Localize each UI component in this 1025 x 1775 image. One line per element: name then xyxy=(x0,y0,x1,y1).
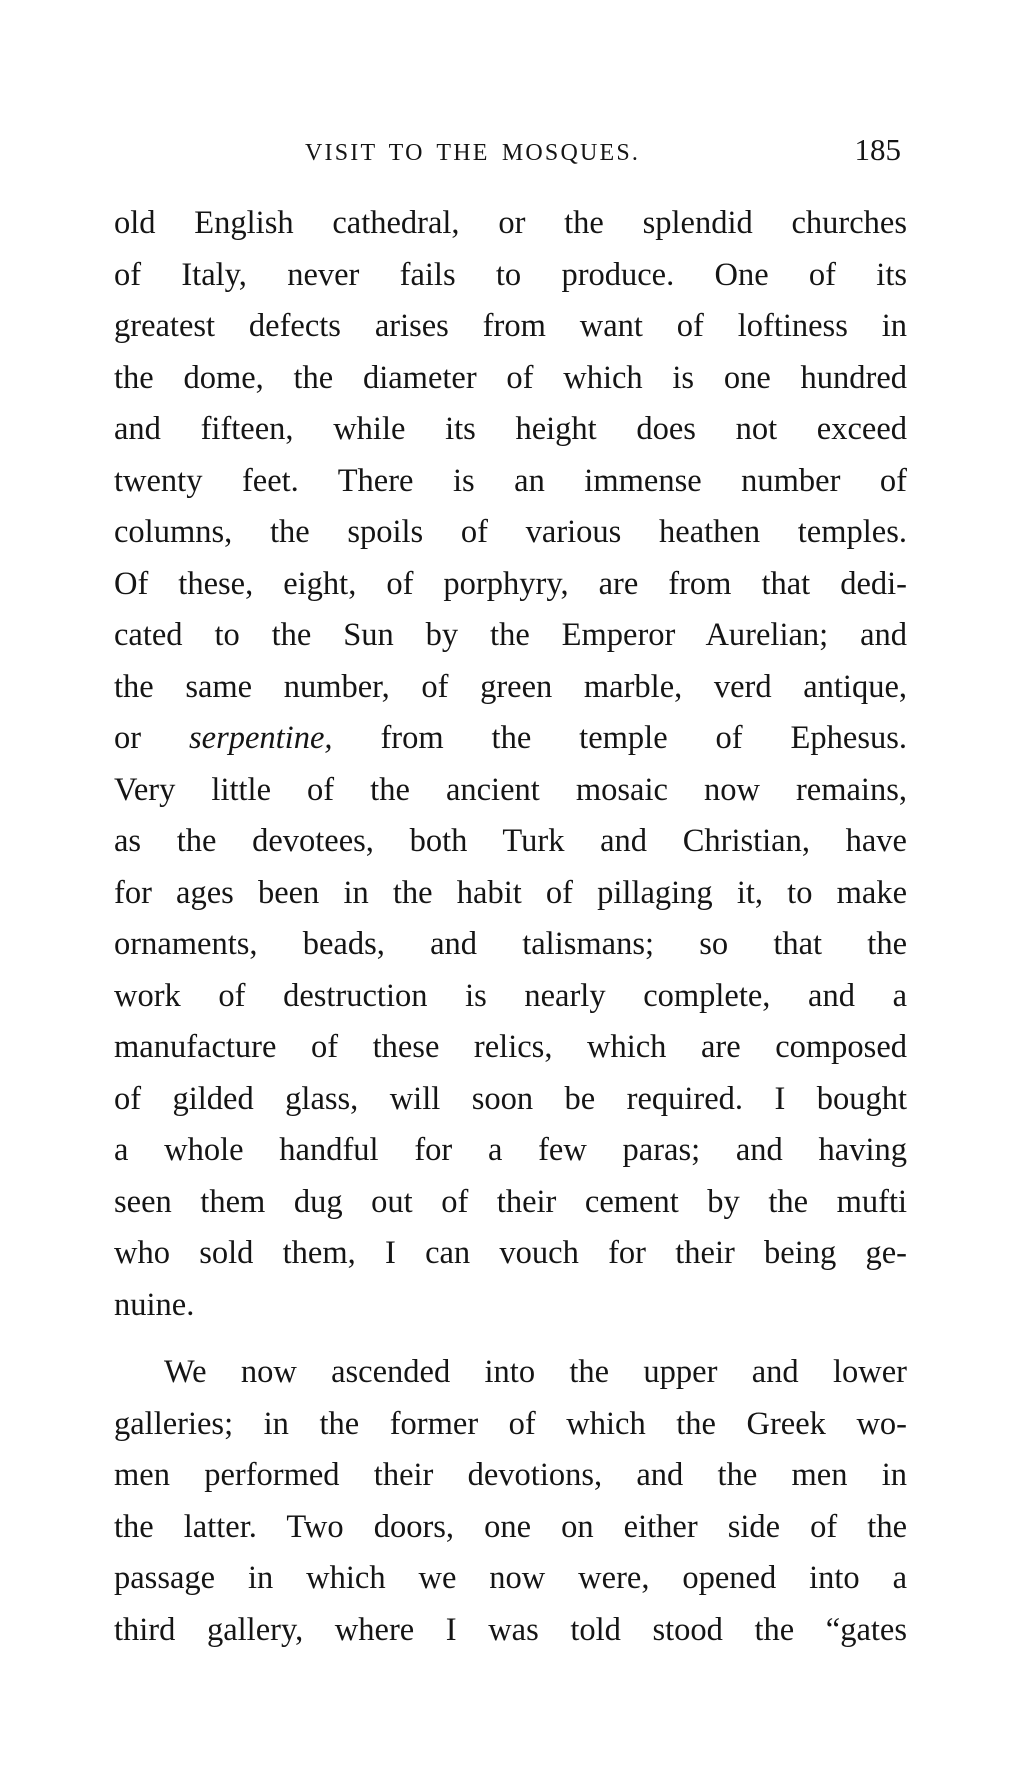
paragraph-1 xyxy=(114,198,907,1331)
running-title: VISIT TO THE MOSQUES. xyxy=(305,140,641,166)
text-line: and fifteen, while its height does not exceed xyxy=(114,411,907,447)
text-line: columns, the spoils of various heathen temples. xyxy=(114,514,907,550)
line-text-before: or xyxy=(114,720,189,756)
text-line: ornaments, beads, and talismans; so that the xyxy=(114,926,907,962)
text-line: Of these, eight, of porphyry, are from that dedi- xyxy=(114,565,907,602)
text-line: of Italy, never fails to produce. One of its xyxy=(114,256,907,293)
paragraph-2 xyxy=(114,1347,907,1656)
page-number: 185 xyxy=(854,132,901,167)
text-line: a whole handful for a few paras; and having xyxy=(114,1132,907,1168)
text-line: work of destruction is nearly complete, and a xyxy=(114,977,907,1014)
text-line: twenty feet. There is an immense number of xyxy=(114,462,907,499)
text-line: who sold them, I can vouch for their being ge- xyxy=(114,1235,907,1271)
running-head xyxy=(112,132,907,172)
text-line: manufacture of these relics, which are composed xyxy=(114,1029,907,1065)
text-line: the latter. Two doors, one on either side of the xyxy=(114,1508,907,1545)
text-line: as the devotees, both Turk and Christian, have xyxy=(114,823,907,859)
text-line-with-italic xyxy=(114,713,907,765)
text-line: men performed their devotions, and the men in xyxy=(114,1457,907,1493)
text-line: nuine. xyxy=(114,1286,195,1323)
text-line: old English cathedral, or the splendid churches xyxy=(114,205,907,241)
text-line: for ages been in the habit of pillaging it, to make xyxy=(114,874,907,911)
text-line: galleries; in the former of which the Greek wo- xyxy=(114,1405,907,1442)
text-line: We now ascended into the upper and lower xyxy=(164,1354,907,1390)
italic-word: serpentine, xyxy=(189,720,333,756)
line-text-after: from the temple of Ephesus. xyxy=(332,720,907,756)
text-line: greatest defects arises from want of loftiness in xyxy=(114,308,907,344)
text-line: cated to the Sun by the Emperor Aurelian; and xyxy=(114,617,907,653)
text-line: Very little of the ancient mosaic now remains, xyxy=(114,771,907,808)
text-line: the same number, of green marble, verd antique, xyxy=(114,668,907,705)
text-line: the dome, the diameter of which is one hundred xyxy=(114,359,907,396)
text-line: passage in which we now were, opened into a xyxy=(114,1560,907,1596)
text-line: of gilded glass, will soon be required. I bought xyxy=(114,1080,907,1117)
text-line: third gallery, where I was told stood the “gates xyxy=(114,1611,907,1648)
text-line: seen them dug out of their cement by the mufti xyxy=(114,1183,907,1220)
body-text xyxy=(114,198,907,1656)
